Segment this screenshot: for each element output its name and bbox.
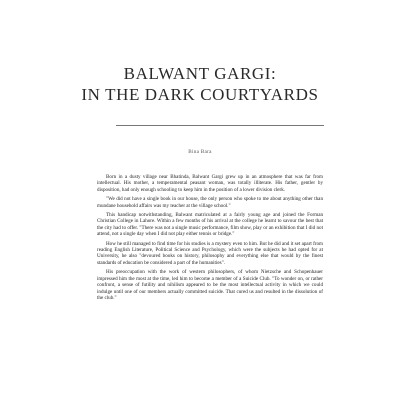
body-paragraph: This handicap notwithstanding, Balwant matriculated at a fairly young age and joined the Forman Christian College in Lahore. Within a few months of his arrival at the college he learnt to savour the best that the city had to offer. "There was not a single music performance, film show, play or an exhibition that I did not attend, not a single day when I did not play either tennis or bridge." — [97, 212, 323, 238]
body-paragraph: "We did not have a single book in our house, the only person who spoke to me about anything other than mundane household affairs was my teacher at the village school." — [97, 196, 323, 209]
article-title-line-2: IN THE DARK COURTYARDS — [81, 85, 319, 104]
body-paragraph: His preoccupation with the work of western philosophers, of whom Nietzsche and Schopenhauer impressed him the most at the time, led him to become a member of a Suicide Club. "To wonder on, or rather confront, a sense of futility and nihilism appeared to be the most intellectual activity in which we could indulge until one of our members actually committed suicide. That cured us and resulted in the dissolution of the club." — [97, 269, 323, 301]
article-title-line-1: BALWANT GARGI: — [123, 64, 277, 83]
body-paragraph: Born in a dusty village near Bhatinda, Balwant Gargi grew up in an atmosphere that was far from intellectual. His mother, a temperamental peasant woman, was totally illiterate. His father, gentler by disposition, had only enough schooling to keep him in the position of a lower division clerk. — [97, 174, 323, 193]
author-byline: Bina Bara — [188, 149, 212, 155]
article-body — [97, 174, 323, 304]
title-divider — [116, 125, 324, 126]
body-paragraph: How he still managed to find time for his studies is a mystery even to him. But he did and it set apart from reading English Literature, Political Science and Psychology, which were the subjects he had opted for at University, he also "devoured books on history, philosophy and everything else that would by the finest standards of education be considered a part of the humanities". — [97, 240, 323, 266]
